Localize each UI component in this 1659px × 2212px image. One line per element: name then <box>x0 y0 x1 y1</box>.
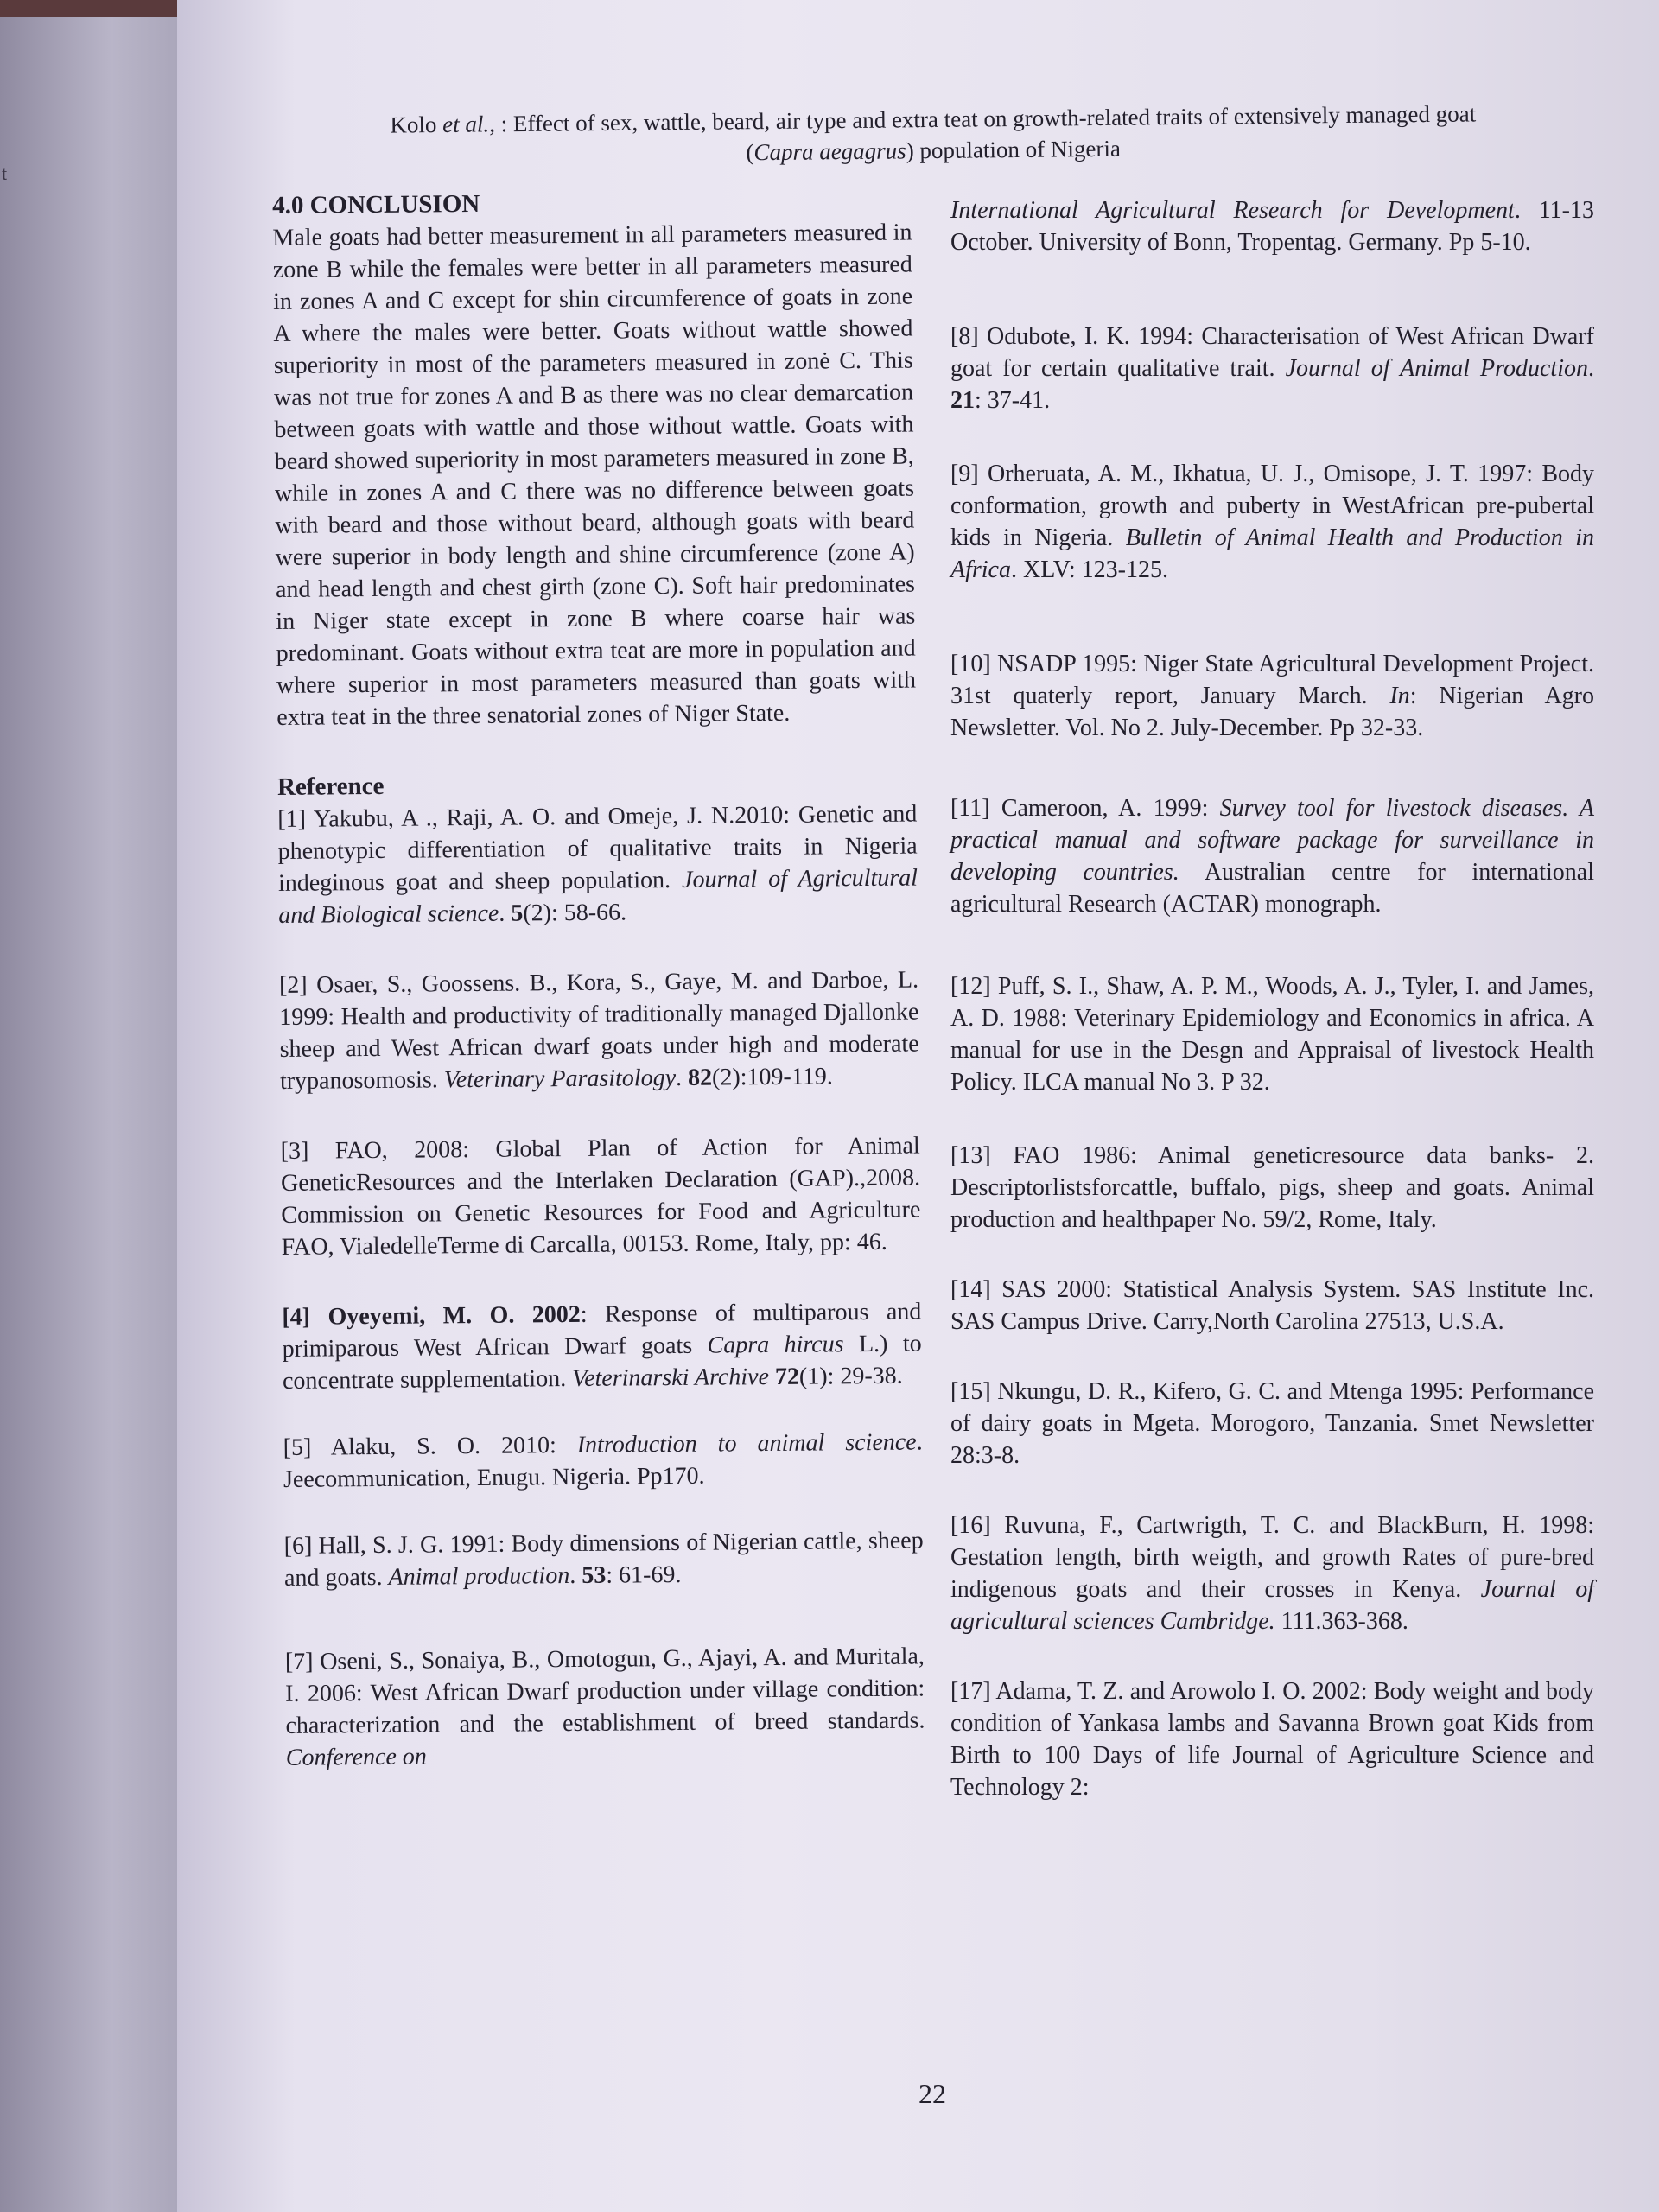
facing-page-mark: t <box>2 162 8 184</box>
reference-1: [1] Yakubu, A ., Raji, A. O. and Omeje, J. N.2010: Genetic and phenotypic differentiation of qualitative traits in Nigeria indeginous goat and sheep population. Journal of Agricultural and Biological science. 5(2): 58-66. <box>277 800 918 929</box>
reference-2: [2] Osaer, S., Goossens. B., Kora, S., Gaye, M. and Darboe, L. 1999: Health and productivity of traditionally managed Djallonke sheep and West African dwarf goats under high and moderate trypanosomosis. Veterinary Parasitology. 82(2):109-119. <box>278 966 919 1095</box>
reference-13: [13] FAO 1986: Animal geneticresource data banks- 2. Descriptorlistsforcattle, buffalo, pigs, sheep and goats. Animal production and healthpaper No. 59/2, Rome, Italy. <box>950 1142 1594 1233</box>
right-column <box>950 194 1594 1803</box>
journal-page <box>177 0 1659 2212</box>
header-line-2: (Capra aegagrus) population of Nigeria <box>746 135 1122 166</box>
conclusion-text: Male goats had better measurement in all parameters measured in zone B while the females were better in all parameters measured in zones A and C except for shin circumference of goats in zone A where the males were better. Goats without wattle showed superiority in most of the parameters measured in zonė C. This was not true for zones A and B as there was no clear demarcation between goats with wattle and those without wattle. Goats with beard showed superiority in most parameters measured in zone B, while in zones A and C there was no difference between goats with beard and those without beard, although goats with beard were superior in body length and shine circumference (zone A) and head length and chest girth (zone C). Soft hair predominates in Niger state except in zone B where coarse hair was predominant. Goats without extra teat are more in population and where superior in most parameters measured than goats with extra teat in the three senatorial zones of Niger State. <box>272 219 917 731</box>
reference-12: [12] Puff, S. I., Shaw, A. P. M., Woods, A. J., Tyler, I. and James, A. D. 1988: Veterinary Epidemiology and Economics in africa. A manual for use in the Desgn and Appraisal of livestock Health Policy. ILCA manual No 3. P 32. <box>950 973 1594 1096</box>
reference-14: [14] SAS 2000: Statistical Analysis System. SAS Institute Inc. SAS Campus Drive. Carry,North Carolina 27513, U.S.A. <box>950 1276 1594 1335</box>
reference-4: [4] Oyeyemi, M. O. 2002: Response of multiparous and primiparous West African Dwarf goats Capra hircus L.) to concentrate supplementation. Veterinarski Archive 72(1): 29-38. <box>282 1298 922 1395</box>
reference-7: [7] Oseni, S., Sonaiya, B., Omotogun, G., Ajayi, A. and Muritala, I. 2006: West African Dwarf production under village condition: characterization and the establishment of breed standards. Conference on <box>284 1643 925 1771</box>
reference-11: [11] Cameroon, A. 1999: Survey tool for livestock diseases. A practical manual and software package for surveillance in developing countries. Australian centre for international agricultural Research (ACTAR) monograph. <box>950 795 1595 918</box>
facing-page-edge <box>0 17 186 2212</box>
left-column <box>272 185 925 1774</box>
reference-10: [10] NSADP 1995: Niger State Agricultural Development Project. 31st quaterly report, January March. In: Nigerian Agro Newsletter. Vol. No 2. July-December. Pp 32-33. <box>950 651 1594 741</box>
header-line-1: Kolo et al., : Effect of sex, wattle, beard, air type and extra teat on growth-related traits of extensively managed goat <box>390 100 1477 138</box>
reference-3: [3] FAO, 2008: Global Plan of Action for Animal GeneticResources and the Interlaken Declaration (GAP).,2008. Commission on Genetic Resources for Food and Agriculture FAO, VialedelleTerme di Carcalla, 00153. Rome, Italy, pp: 46. <box>280 1132 921 1261</box>
reference-15: [15] Nkungu, D. R., Kifero, G. C. and Mtenga 1995: Performance of dairy goats in Mgeta. Morogoro, Tanzania. Smet Newsletter 28:3-8. <box>950 1378 1594 1469</box>
reference-8: [8] Odubote, I. K. 1994: Characterisation of West African Dwarf goat for certain qualitative trait. Journal of Animal Production. 21: 37-41. <box>950 323 1594 414</box>
page-number: 22 <box>918 2078 946 2109</box>
reference-heading: Reference <box>276 772 385 801</box>
reference-5: [5] Alaku, S. O. 2010: Introduction to animal science. Jeecommunication, Enugu. Nigeria. Pp170. <box>283 1428 923 1493</box>
reference-9: [9] Orheruata, A. M., Ikhatua, U. J., Omisope, J. T. 1997: Body conformation, growth and puberty in WestAfrican pre-pubertal kids in Nigeria. Bulletin of Animal Health and Production in Africa. XLV: 123-125. <box>950 461 1594 583</box>
reference-7-continued: International Agricultural Research for Development. 11-13 October. University of Bonn, Tropentag. Germany. Pp 5-10. <box>950 197 1594 256</box>
reference-6: [6] Hall, S. J. G. 1991: Body dimensions of Nigerian cattle, sheep and goats. Animal production. 53: 61-69. <box>283 1527 924 1592</box>
reference-17: [17] Adama, T. Z. and Arowolo I. O. 2002: Body weight and body condition of Yankasa lambs and Savanna Brown goat Kids from Birth to 100 Days of life Journal of Agriculture Science and Technology 2: <box>950 1678 1594 1801</box>
conclusion-heading: 4.0 CONCLUSION <box>272 189 480 219</box>
reference-16: [16] Ruvuna, F., Cartwrigth, T. C. and BlackBurn, H. 1998: Gestation length, birth weigth, and growth Rates of pure-bred indigenous goats and their crosses in Kenya. Journal of agricultural sciences Cambridge. 111.363-368. <box>950 1512 1594 1635</box>
running-header <box>298 97 1569 172</box>
